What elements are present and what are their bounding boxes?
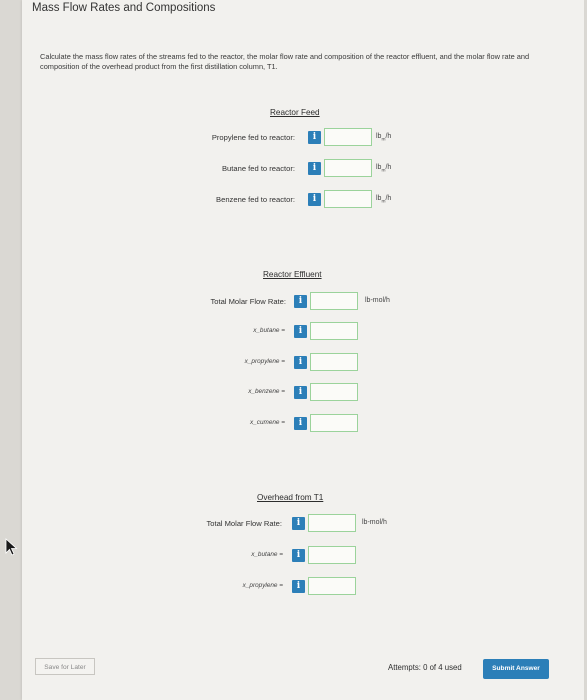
- butane-feed-unit: $lb_m/h$: [376, 164, 392, 174]
- effluent-x-butane-input[interactable]: [310, 322, 358, 340]
- effluent-x-benzene-label: x_benzene =: [248, 388, 285, 395]
- overhead-heading: Overhead from T1: [257, 493, 324, 502]
- benzene-feed-unit: $lb_m/h$: [376, 195, 392, 205]
- overhead-x-butane-label: x_butane =: [251, 551, 283, 558]
- effluent-x-cumene-label: x_cumene =: [250, 419, 285, 426]
- overhead-total-input[interactable]: [308, 514, 356, 532]
- overhead-x-propylene-input[interactable]: [308, 577, 356, 595]
- overhead-total-label: Total Molar Flow Rate:: [206, 519, 282, 528]
- info-icon[interactable]: i: [292, 549, 305, 562]
- info-icon[interactable]: i: [292, 517, 305, 530]
- benzene-feed-label: Benzene fed to reactor:: [216, 195, 295, 204]
- problem-statement: Calculate the mass flow rates of the streams fed to the reactor, the molar flow rate and composition of the reactor effluent, and the molar flow rate and composition of the overhead product from the first distillation column, T1.: [40, 52, 530, 71]
- effluent-total-unit: lb-mol/h: [365, 297, 390, 304]
- overhead-x-butane-input[interactable]: [308, 546, 356, 564]
- info-icon[interactable]: i: [292, 580, 305, 593]
- reactor-effluent-heading: Reactor Effluent: [263, 270, 322, 279]
- info-icon[interactable]: i: [294, 356, 307, 369]
- effluent-x-propylene-input[interactable]: [310, 353, 358, 371]
- propylene-feed-input[interactable]: [324, 128, 372, 146]
- info-icon[interactable]: i: [294, 325, 307, 338]
- page-title: Mass Flow Rates and Compositions: [32, 2, 216, 14]
- assignment-page: [22, 0, 584, 700]
- save-for-later-button[interactable]: Save for Later: [35, 658, 95, 675]
- propylene-feed-unit: $lb_m/h$: [376, 133, 392, 143]
- info-icon[interactable]: i: [294, 295, 307, 308]
- info-icon[interactable]: i: [308, 162, 321, 175]
- info-icon[interactable]: i: [294, 386, 307, 399]
- effluent-x-propylene-label: x_propylene =: [244, 358, 285, 365]
- butane-feed-input[interactable]: [324, 159, 372, 177]
- info-icon[interactable]: i: [308, 131, 321, 144]
- reactor-feed-heading: Reactor Feed: [270, 108, 320, 117]
- info-icon[interactable]: i: [308, 193, 321, 206]
- effluent-total-input[interactable]: [310, 292, 358, 310]
- mouse-pointer-icon: [5, 538, 19, 561]
- info-icon[interactable]: i: [294, 417, 307, 430]
- effluent-x-butane-label: x_butane =: [253, 327, 285, 334]
- effluent-x-cumene-input[interactable]: [310, 414, 358, 432]
- overhead-total-unit: lb-mol/h: [362, 519, 387, 526]
- propylene-feed-label: Propylene fed to reactor:: [211, 133, 295, 142]
- effluent-total-label: Total Molar Flow Rate:: [210, 297, 286, 306]
- effluent-x-benzene-input[interactable]: [310, 383, 358, 401]
- submit-answer-button[interactable]: Submit Answer: [483, 659, 549, 679]
- overhead-x-propylene-label: x_propylene =: [242, 582, 283, 589]
- butane-feed-label: Butane fed to reactor:: [221, 164, 295, 173]
- attempts-counter: Attempts: 0 of 4 used: [388, 663, 462, 672]
- benzene-feed-input[interactable]: [324, 190, 372, 208]
